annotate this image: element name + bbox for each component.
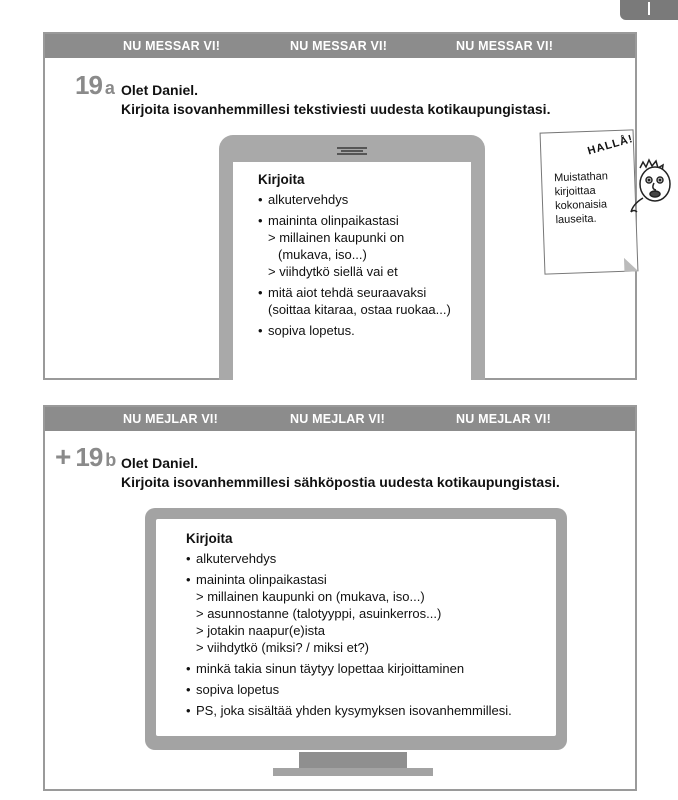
exercise-19a [43, 32, 637, 380]
phone-illustration [219, 135, 485, 380]
exercise-19b [43, 405, 637, 791]
banner-text: NU MEJLAR VI! [290, 412, 385, 426]
list-item-text: minkä takia sinun täytyy lopettaa kirjoittaminen [196, 661, 465, 676]
note-line: Muistathan [553, 170, 609, 185]
monitor-base [273, 768, 433, 776]
list-subitem: > millainen kaupunki on [268, 230, 405, 245]
exercise-number-digits: 19 [75, 70, 102, 100]
phone-speaker [337, 147, 367, 149]
list-item-text: PS, joka sisältää yhden kysymyksen isovanhemmillesi. [196, 703, 512, 718]
exercise-number [75, 70, 115, 101]
page-corner-tab [620, 0, 678, 20]
list-item [258, 322, 478, 339]
list-item-text: • mitä aiot tehdä seuraavaksi [268, 285, 427, 300]
cartoon-face-icon [630, 156, 678, 226]
banner-text: NU MESSAR VI! [456, 39, 554, 53]
plus-icon: + [55, 441, 72, 472]
banner-text: NU MEJLAR VI! [456, 412, 551, 426]
phone-speaker [337, 153, 367, 155]
list-item [258, 191, 478, 208]
list-subitem: > jotakin naapur(e)ista [196, 623, 325, 638]
list-item [258, 284, 478, 318]
task-text: Kirjoita isovanhemmillesi tekstiviesti uudesta kotikaupungistasi. [121, 101, 551, 117]
exercise-number-digits: 19 [75, 442, 103, 472]
list-item [186, 550, 556, 567]
list-item [186, 702, 556, 719]
note-exclamation: HALLÅ! [586, 132, 635, 158]
instructions [121, 81, 550, 119]
list-item-text: alkutervehdys [196, 551, 277, 566]
list-subitem: (mukava, iso...) [278, 247, 367, 262]
monitor-screen [156, 519, 556, 736]
list-item-text: (soittaa kitaraa, ostaa ruokaa...) [268, 302, 451, 317]
role-text: Olet Daniel. [121, 82, 199, 98]
exercise-number [55, 441, 116, 473]
phone-screen [233, 162, 471, 380]
banner-text: NU MESSAR VI! [290, 39, 388, 53]
list-item-text: sopiva lopetus. [268, 323, 355, 338]
exercise-banner [45, 34, 635, 58]
list-subitem: > millainen kaupunki on (mukava, iso...) [196, 589, 425, 604]
list-item [186, 660, 556, 677]
note-text [554, 169, 610, 227]
task-text: Kirjoita isovanhemmillesi sähköpostia uudesta kotikaupungistasi. [121, 474, 560, 490]
reminder-note [540, 129, 639, 274]
list-subitem: > asunnostanne (talotyyppi, asuinkerros...) [196, 606, 442, 621]
list-item-text: alkutervehdys [268, 192, 349, 207]
exercise-letter: a [104, 78, 115, 98]
exercise-banner [45, 407, 635, 431]
note-line: kokonaisia [554, 198, 608, 213]
list-item-text: sopiva lopetus [196, 682, 280, 697]
role-text: Olet Daniel. [121, 455, 199, 471]
list-title: Kirjoita [186, 531, 233, 546]
note-folded-corner [624, 257, 638, 271]
list-item-text: • maininta olinpaikastasi [196, 572, 327, 587]
list-subitem: > viihdytkö siellä vai et [268, 264, 398, 279]
phone-speaker [341, 150, 363, 152]
banner-text: NU MESSAR VI! [123, 39, 221, 53]
list-item [186, 681, 556, 698]
writing-checklist [186, 550, 556, 719]
list-title: Kirjoita [258, 172, 305, 187]
instructions [121, 454, 560, 492]
list-subitem: > viihdytkö (miksi? / miksi et?) [196, 640, 370, 655]
list-item-text: • maininta olinpaikastasi [268, 213, 399, 228]
monitor-illustration [145, 508, 567, 750]
writing-checklist [258, 191, 478, 339]
monitor-stand [299, 752, 407, 768]
exercise-letter: b [105, 450, 117, 470]
note-line: lauseita. [555, 212, 597, 227]
list-item [258, 212, 478, 280]
note-line: kirjoittaa [554, 184, 596, 199]
banner-text: NU MEJLAR VI! [123, 412, 218, 426]
list-item [186, 571, 556, 656]
